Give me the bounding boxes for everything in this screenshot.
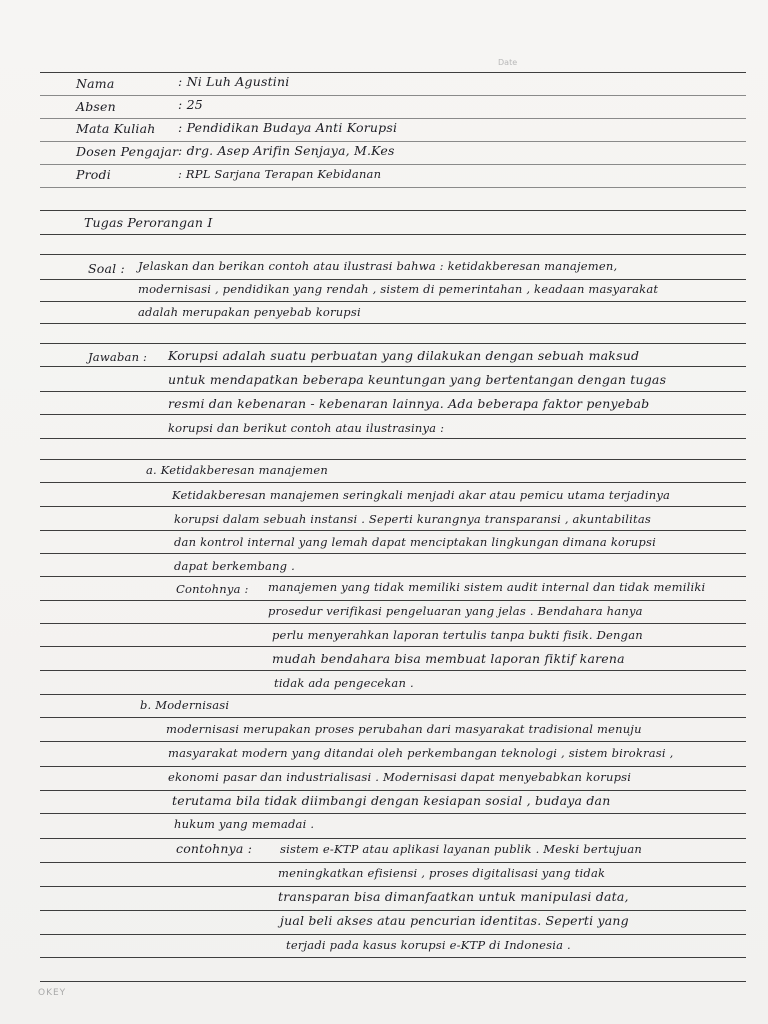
ruled-line	[40, 72, 746, 73]
point-a-contoh-line-3: perlu menyerahkan laporan tertulis tanpa bukti fisik. Dengan	[272, 628, 643, 642]
ruled-line	[40, 254, 746, 255]
ruled-line	[40, 670, 746, 671]
ruled-line	[40, 934, 746, 935]
soal-line-1: Jelaskan dan berikan contoh atau ilustrasi bahwa : ketidakberesan manajemen,	[138, 259, 618, 273]
ruled-line	[40, 506, 746, 507]
point-a-contoh-line-4: mudah bendahara bisa membuat laporan fiktif karena	[272, 651, 625, 666]
nama-label: Nama	[76, 76, 115, 91]
prodi-value: : RPL Sarjana Terapan Kebidanan	[178, 167, 382, 181]
ruled-line	[40, 623, 746, 624]
point-a-line-3: dan kontrol internal yang lemah dapat menciptakan lingkungan dimana korupsi	[174, 535, 656, 549]
ruled-line	[40, 141, 746, 142]
prodi-label: Prodi	[76, 167, 111, 182]
ruled-line	[40, 95, 746, 96]
ruled-line	[40, 301, 746, 302]
ruled-line	[40, 459, 746, 460]
ruled-line	[40, 187, 746, 188]
ruled-line	[40, 234, 746, 235]
point-b-contoh-line-3: transparan bisa dimanfaatkan untuk manipulasi data,	[278, 889, 629, 904]
soal-label: Soal :	[88, 261, 125, 276]
point-b-contoh-line-4: jual beli akses atau pencurian identitas. Seperti yang	[280, 913, 629, 928]
point-a-contoh-label: Contohnya :	[176, 582, 249, 596]
ruled-line	[40, 530, 746, 531]
ruled-line	[40, 838, 746, 839]
ruled-line	[40, 717, 746, 718]
ruled-line	[40, 164, 746, 165]
point-b-heading: b. Modernisasi	[140, 698, 230, 712]
notebook-brand-logo: OKEY	[38, 988, 67, 998]
tugas-heading: Tugas Perorangan I	[84, 215, 213, 230]
point-b-contoh-line-1: sistem e-KTP atau aplikasi layanan publik . Meski bertujuan	[280, 842, 642, 856]
point-a-line-2: korupsi dalam sebuah instansi . Seperti kurangnya transparansi , akuntabilitas	[174, 512, 652, 526]
ruled-line	[40, 343, 746, 344]
absen-value: : 25	[178, 97, 203, 112]
ruled-line	[40, 323, 746, 324]
matkul-value: : Pendidikan Budaya Anti Korupsi	[178, 120, 398, 135]
ruled-line	[40, 741, 746, 742]
dosen-value: : drg. Asep Arifin Senjaya, M.Kes	[178, 143, 395, 158]
jawaban-line-1: Korupsi adalah suatu perbuatan yang dilakukan dengan sebuah maksud	[168, 348, 640, 363]
ruled-line	[40, 910, 746, 911]
ruled-line	[40, 391, 746, 392]
ruled-line	[40, 366, 746, 367]
point-b-line-5: hukum yang memadai .	[174, 817, 315, 831]
point-a-contoh-line-5: tidak ada pengecekan .	[274, 676, 414, 690]
jawaban-line-4: korupsi dan berikut contoh atau ilustrasinya :	[168, 421, 445, 435]
ruled-line	[40, 862, 746, 863]
soal-line-2: modernisasi , pendidikan yang rendah , sistem di pemerintahan , keadaan masyarakat	[138, 282, 659, 296]
ruled-line	[40, 279, 746, 280]
point-b-line-3: ekonomi pasar dan industrialisasi . Modernisasi dapat menyebabkan korupsi	[168, 770, 632, 784]
ruled-line	[40, 766, 746, 767]
point-b-line-4: terutama bila tidak diimbangi dengan kesiapan sosial , budaya dan	[172, 793, 611, 808]
ruled-line	[40, 646, 746, 647]
point-b-contoh-line-2: meningkatkan efisiensi , proses digitalisasi yang tidak	[278, 866, 606, 880]
jawaban-label: Jawaban :	[88, 350, 148, 364]
ruled-line	[40, 694, 746, 695]
point-b-line-2: masyarakat modern yang ditandai oleh perkembangan teknologi , sistem birokrasi ,	[168, 746, 674, 760]
ruled-line	[40, 813, 746, 814]
jawaban-line-2: untuk mendapatkan beberapa keuntungan yang bertentangan dengan tugas	[168, 372, 667, 387]
nama-value: : Ni Luh Agustini	[178, 74, 290, 89]
point-a-line-1: Ketidakberesan manajemen seringkali menjadi akar atau pemicu utama terjadinya	[172, 488, 671, 502]
ruled-line	[40, 553, 746, 554]
ruled-line	[40, 600, 746, 601]
ruled-line	[40, 981, 746, 982]
jawaban-line-3: resmi dan kebenaran - kebenaran lainnya. Ada beberapa faktor penyebab	[168, 396, 650, 411]
date-header-mark: Date	[498, 58, 518, 67]
ruled-line	[40, 957, 746, 958]
point-a-heading: a. Ketidakberesan manajemen	[146, 463, 328, 477]
point-a-contoh-line-1: manajemen yang tidak memiliki sistem audit internal dan tidak memiliki	[268, 580, 706, 594]
point-b-line-1: modernisasi merupakan proses perubahan dari masyarakat tradisional menuju	[166, 722, 642, 736]
ruled-line	[40, 576, 746, 577]
absen-label: Absen	[76, 99, 116, 114]
matkul-label: Mata Kuliah	[76, 121, 156, 136]
point-a-contoh-line-2: prosedur verifikasi pengeluaran yang jelas . Bendahara hanya	[268, 604, 643, 618]
ruled-line	[40, 482, 746, 483]
ruled-line	[40, 414, 746, 415]
point-a-line-4: dapat berkembang .	[174, 559, 295, 573]
point-b-contoh-line-5: terjadi pada kasus korupsi e-KTP di Indonesia .	[286, 938, 571, 952]
ruled-line	[40, 790, 746, 791]
ruled-line	[40, 210, 746, 211]
point-b-contoh-label: contohnya :	[176, 841, 253, 856]
soal-line-3: adalah merupakan penyebab korupsi	[138, 305, 361, 319]
dosen-label: Dosen Pengajar	[76, 144, 179, 159]
ruled-line	[40, 438, 746, 439]
ruled-line	[40, 118, 746, 119]
ruled-line	[40, 886, 746, 887]
